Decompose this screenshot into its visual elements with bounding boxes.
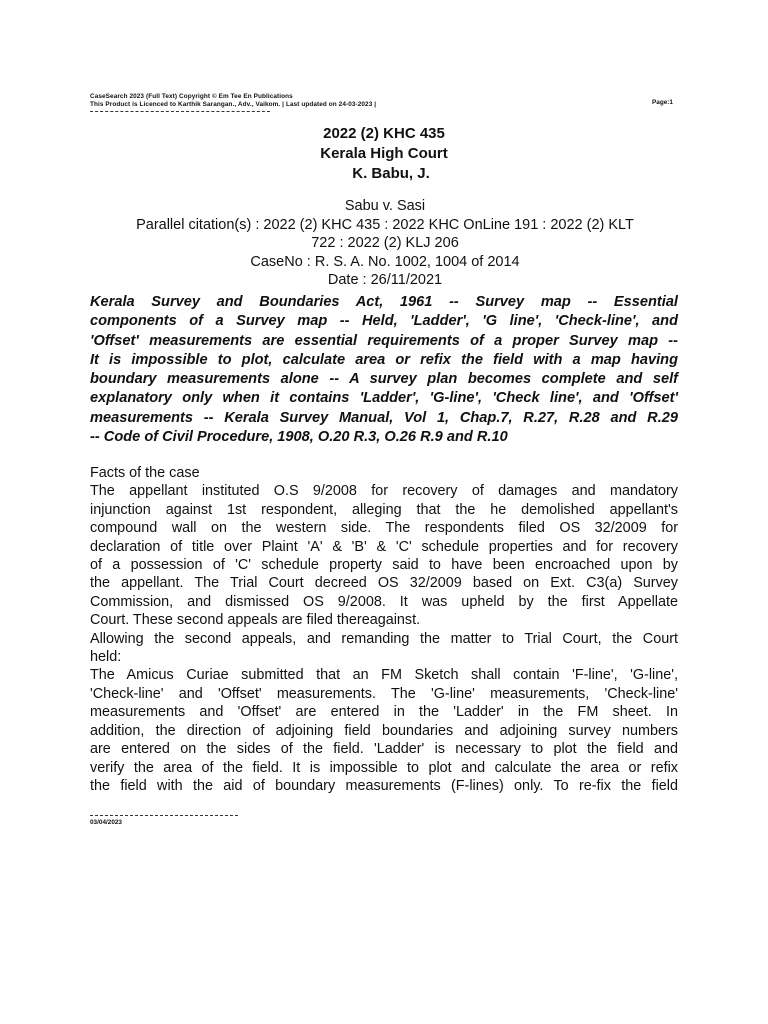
amicus-line: The Amicus Curiae submitted that an FM Sketch shall contain 'F-line', 'G-line', (90, 667, 678, 684)
facts-line: Commission, and dismissed OS 9/2008. It was upheld by the first Appellate (90, 593, 678, 610)
amicus-line: measurements and 'Offset' are entered in the 'Ladder' in the FM sheet. In (90, 704, 678, 721)
headnote-line: components of a Survey map -- Held, 'Ladder', 'G line', 'Check-line', and (90, 313, 678, 330)
case-citation: 2022 (2) KHC 435 (323, 125, 445, 142)
case-metadata (90, 197, 680, 290)
headnote-line: -- Code of Civil Procedure, 1908, O.20 R.3, O.26 R.9 and R.10 (90, 429, 508, 446)
facts-line: Court. These second appeals are filed thereagainst. (90, 612, 421, 629)
facts-line: declaration of title over Plaint 'A' & 'B' & 'C' schedule properties and for recovery (90, 538, 678, 555)
amicus-line: verify the area of the field. It is impossible to plot and calculate the area or refix (90, 759, 678, 776)
headnote-line: Kerala Survey and Boundaries Act, 1961 -- Survey map -- Essential (90, 294, 678, 310)
header-divider (90, 111, 270, 112)
facts-heading: Facts of the case (90, 465, 200, 481)
facts-line: compound wall on the western side. The respondents filed OS 32/2009 for (90, 520, 678, 537)
holding-intro-line: held: (90, 649, 122, 666)
facts-line: the appellant. The Trial Court decreed OS 32/2009 based on Ext. C3(a) Survey (90, 575, 678, 592)
amicus-line: the field with the aid of boundary measurements (F-lines) only. To re-fix the field (90, 777, 678, 794)
judge-name: K. Babu, J. (352, 165, 430, 182)
parties: Sabu v. Sasi (344, 198, 426, 214)
case-title-block (0, 124, 768, 184)
facts-line: of a possession of 'C' schedule property said to have been encroached upon by (90, 557, 678, 574)
headnote-line: boundary measurements alone -- A survey plan becomes complete and self (90, 371, 678, 388)
copyright-line: CaseSearch 2023 (Full Text) Copyright © Em Tee En Publications (90, 93, 293, 100)
judgment-body (90, 464, 678, 795)
headnote-line: 'Offset' measurements are essential requirements of a proper Survey map -- (90, 332, 678, 349)
court-name: Kerala High Court (320, 145, 448, 162)
facts-line: injunction against 1st respondent, alleging that the he demolished appellant's (90, 501, 678, 518)
decision-date: Date : 26/11/2021 (327, 272, 443, 288)
licence-line: This Product is Licenced to Karthik Sarangan., Adv., Vaikom. | Last updated on 24-03-2023 | (90, 101, 377, 108)
page-number: Page:1 (652, 99, 673, 106)
amicus-line: addition, the direction of adjoining field boundaries and adjoining survey numbers (90, 722, 678, 739)
headnote-line: measurements -- Kerala Survey Manual, Vol 1, Chap.7, R.27, R.28 and R.29 (90, 409, 678, 426)
parallel-citations-line-1: Parallel citation(s) : 2022 (2) KHC 435 : 2022 KHC OnLine 191 : 2022 (2) KLT (136, 216, 634, 233)
amicus-line: are entered on the sides of the field. 'Ladder' is necessary to plot the field and (90, 741, 678, 758)
document-header (90, 93, 690, 112)
headnote-line: It is impossible to plot, calculate area or refix the field with a map having (90, 351, 678, 368)
headnote-line: explanatory only when it contains 'Ladder', 'G-line', 'Check line', and 'Offset' (90, 390, 678, 407)
footer-divider (90, 815, 238, 816)
holding-intro-line: Allowing the second appeals, and remanding the matter to Trial Court, the Court (90, 630, 678, 647)
case-number: CaseNo : R. S. A. No. 1002, 1004 of 2014 (250, 253, 520, 270)
parallel-citations-line-2: 722 : 2022 (2) KLJ 206 (311, 235, 459, 251)
amicus-line: 'Check-line' and 'Offset' measurements. The 'G-line' measurements, 'Check-line' (90, 685, 678, 702)
print-date: 03/04/2023 (90, 819, 122, 826)
facts-line: The appellant instituted O.S 9/2008 for recovery of damages and mandatory (90, 483, 678, 500)
headnote (90, 293, 678, 447)
